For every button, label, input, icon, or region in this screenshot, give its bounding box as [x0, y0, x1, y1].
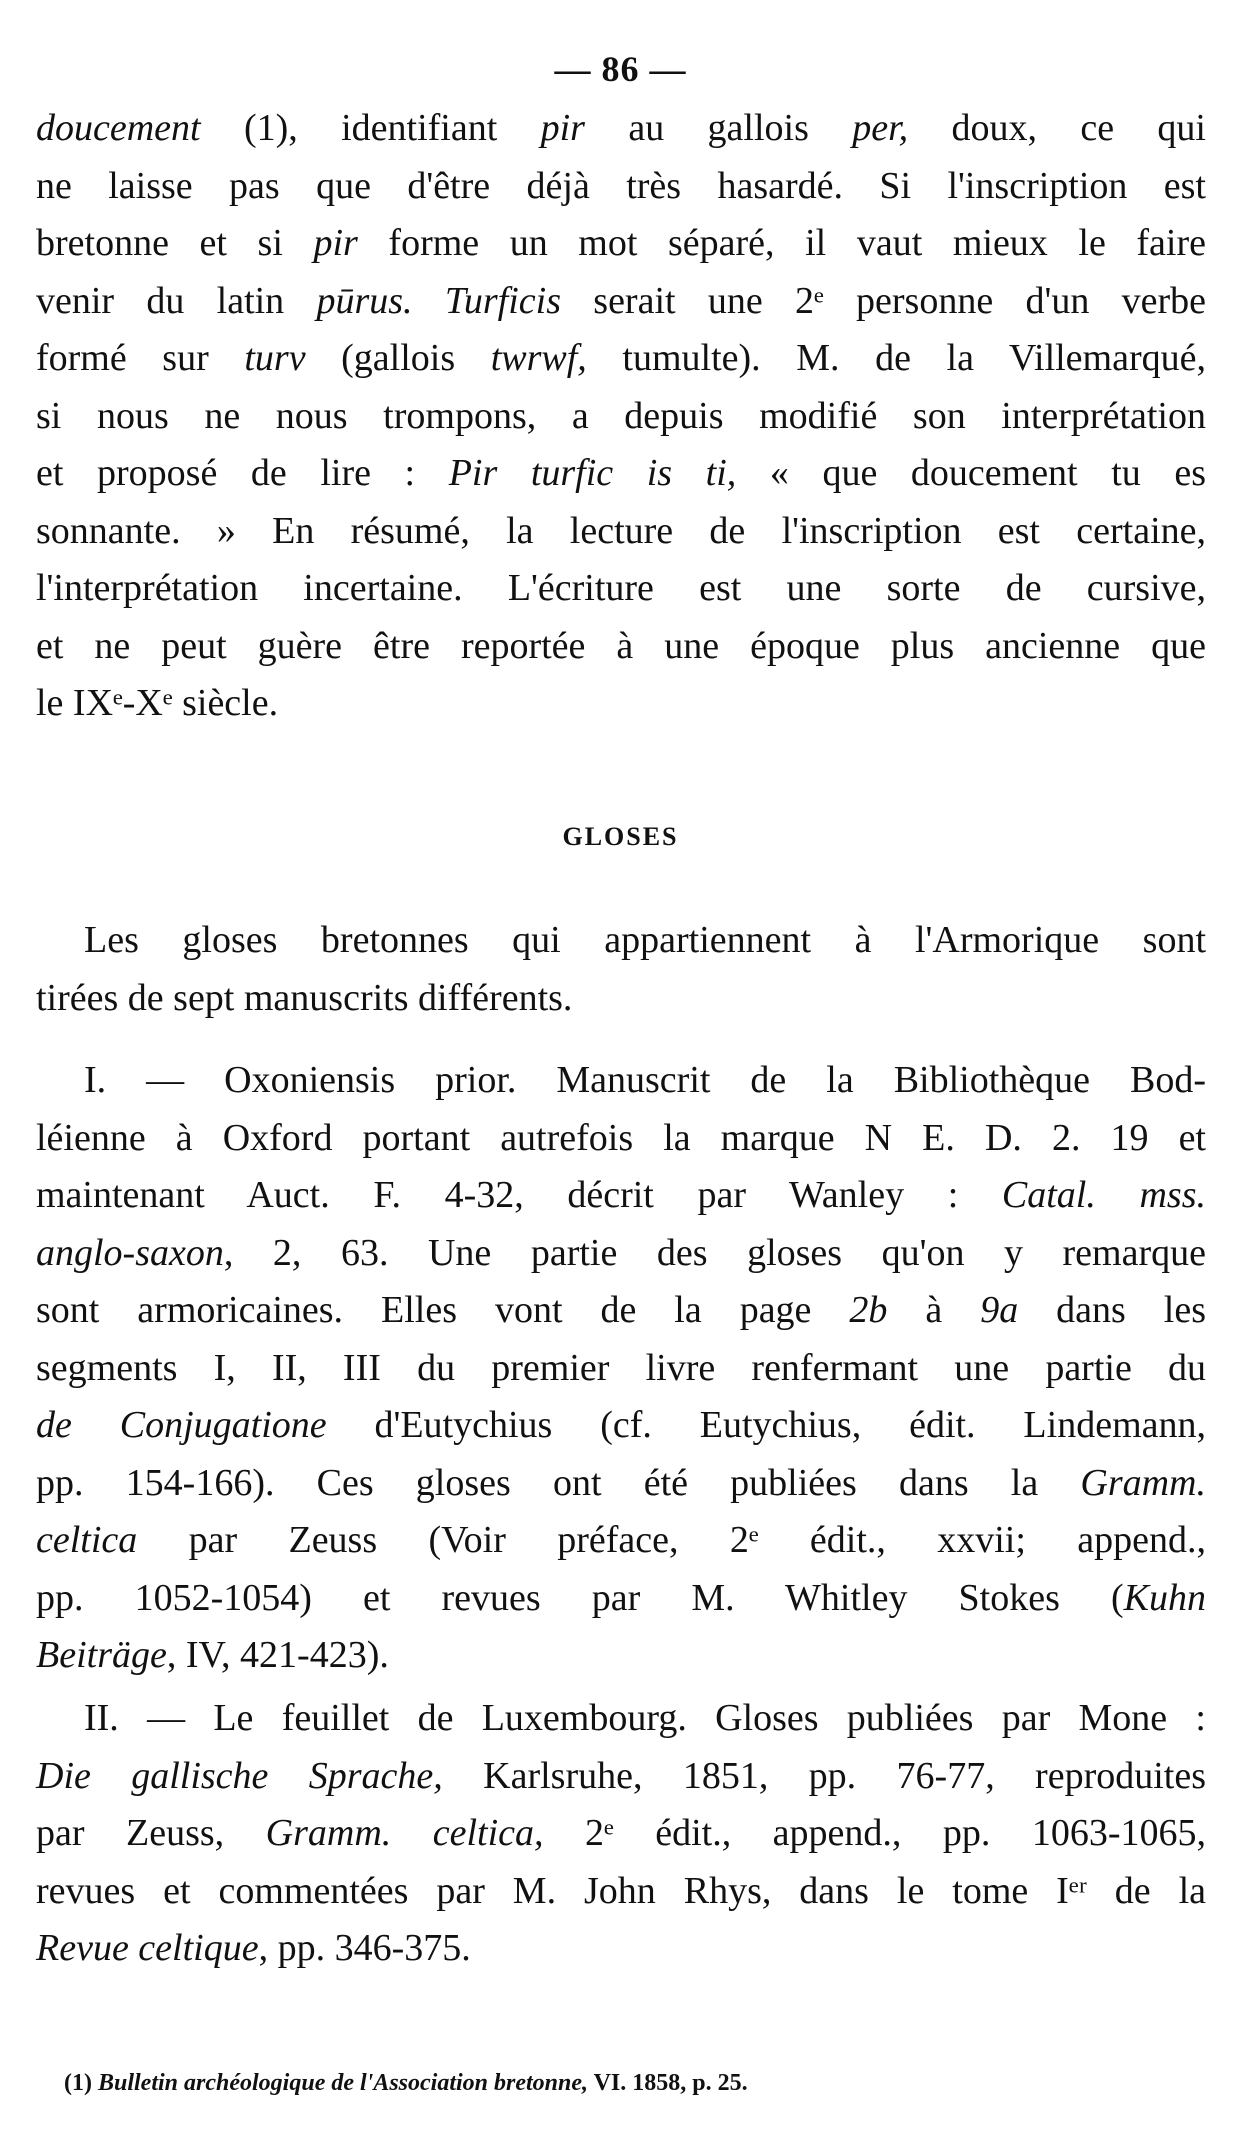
text-italic: Catal. mss.: [1001, 1174, 1206, 1216]
text-run: revues et commentées par M. John Rhys, dans le tome Iᵉʳ de la: [36, 1869, 1206, 1912]
text-line: [36, 1282, 1206, 1340]
text-run: au gallois: [584, 107, 853, 149]
text-run: II. — Le feuillet de Luxembourg. Gloses publiées par Mone :: [84, 1697, 1206, 1739]
text-run: par Zeuss,: [36, 1812, 266, 1854]
text-run: , pp. 346-375.: [258, 1927, 471, 1969]
text-run: venir du latin: [36, 279, 317, 322]
text-line: [36, 445, 1206, 503]
footnote-rest: VI. 1858, p. 25.: [588, 2070, 748, 2096]
text-run: à: [887, 1289, 981, 1331]
text-line: [36, 1690, 1206, 1748]
text-line: [36, 1225, 1206, 1283]
text-italic: Turficis: [444, 279, 561, 322]
text-run: tumulte). M. de la Villemarqué,: [586, 337, 1206, 379]
text-italic: Gramm. celtica,: [265, 1812, 544, 1854]
text-italic: per,: [852, 107, 909, 149]
footnote-title: Bulletin archéologique de l'Association bretonne,: [97, 2070, 589, 2096]
text-line: [36, 1052, 1206, 1110]
text-line: [36, 1748, 1206, 1806]
text-line: [36, 618, 1206, 676]
text-line: [36, 912, 1206, 970]
text-run: (gallois: [305, 337, 491, 379]
text-run: serait une 2ᵉ personne d'un verbe: [561, 279, 1207, 322]
item-2-paragraph: [36, 1690, 1206, 1978]
text-line: [36, 1570, 1206, 1628]
text-italic: 9a: [980, 1289, 1019, 1331]
text-run: formé sur: [36, 337, 245, 379]
text-line: [36, 1110, 1206, 1168]
text-italic: Revue celtique: [36, 1927, 259, 1969]
text-run: (1), identifiant: [200, 107, 541, 149]
intro-paragraph: [36, 100, 1206, 733]
text-run: [413, 280, 445, 322]
text-run: ne laisse pas que d'être déjà très hasardé. Si l'inscription est: [36, 164, 1206, 207]
text-italic: twrwf,: [490, 337, 587, 379]
text-line: [36, 1920, 1206, 1978]
text-italic: Beiträge: [36, 1634, 167, 1676]
text-run: pp. 1052-1054) et revues par M. Whitley Stokes (: [36, 1576, 1124, 1619]
text-run: « que doucement tu es: [736, 452, 1206, 494]
text-italic: Die gallische Sprache,: [36, 1754, 443, 1797]
text-italic: pir: [313, 222, 358, 264]
text-run: I. — Oxoniensis prior. Manuscrit de la Bibliothèque Bod-: [84, 1059, 1206, 1101]
text-italic: 2b: [849, 1289, 888, 1331]
text-line: [36, 388, 1206, 446]
text-line: [36, 1397, 1206, 1455]
footnote-marker: (1): [64, 2070, 98, 2096]
text-italic: anglo-saxon: [36, 1231, 224, 1274]
text-italic: Kuhn: [1123, 1576, 1206, 1619]
page-number: — 86 —: [554, 49, 687, 89]
text-run: , 2, 63. Une partie des gloses qu'on y remarque: [223, 1231, 1206, 1274]
text-italic: turv: [244, 337, 306, 379]
text-run: Karlsruhe, 1851, pp. 76-77, reproduites: [442, 1754, 1206, 1797]
section-heading: GLOSES: [562, 822, 679, 851]
text-italic: doucement: [36, 107, 201, 149]
text-run: d'Eutychius (cf. Eutychius, édit. Lindemann,: [326, 1404, 1206, 1446]
text-line: [36, 1805, 1206, 1863]
text-line: [36, 1340, 1206, 1398]
text-italic: Pir turfic is ti,: [448, 452, 737, 494]
text-run: doux, ce qui: [908, 107, 1206, 149]
text-run: l'interprétation incertaine. L'écriture est une sorte de cursive,: [36, 567, 1206, 609]
text-run: et ne peut guère être reportée à une époque plus ancienne que: [36, 624, 1206, 667]
text-line: [36, 675, 1206, 733]
text-run: sont armoricaines. Elles vont de la page: [36, 1289, 850, 1331]
text-line: [36, 1455, 1206, 1513]
text-run: maintenant Auct. F. 4-32, décrit par Wanley :: [36, 1174, 1002, 1216]
text-italic: pir: [540, 107, 585, 149]
text-run: Les gloses bretonnes qui appartiennent à l'Armorique sont: [84, 919, 1206, 961]
text-run: et proposé de lire :: [36, 452, 449, 494]
text-run: , IV, 421-423).: [166, 1634, 389, 1676]
text-line: [36, 1863, 1206, 1921]
text-run: si nous ne nous trompons, a depuis modifié son interprétation: [36, 394, 1206, 437]
text-line: [36, 970, 1206, 1028]
footnote: [64, 2070, 748, 2097]
text-line: [36, 215, 1206, 273]
text-run: tirées de sept manuscrits différents.: [36, 976, 573, 1019]
text-italic: Gramm.: [1080, 1461, 1206, 1504]
text-run: le IXᵉ-Xᵉ siècle.: [36, 682, 279, 724]
text-line: [36, 330, 1206, 388]
text-line: [36, 100, 1206, 158]
text-italic: de Conjugatione: [36, 1404, 327, 1446]
text-line: [36, 1167, 1206, 1225]
text-italic: pūrus.: [316, 279, 413, 322]
text-run: bretonne et si: [36, 222, 314, 264]
text-line: [36, 273, 1206, 331]
text-line: [36, 503, 1206, 561]
text-run: pp. 154-166). Ces gloses ont été publiées dans la: [36, 1461, 1081, 1504]
text-run: forme un mot séparé, il vaut mieux le faire: [357, 222, 1206, 264]
text-line: [36, 1512, 1206, 1570]
text-run: par Zeuss (Voir préface, 2ᵉ édit., xxvii; append.,: [137, 1519, 1206, 1561]
text-run: léienne à Oxford portant autrefois la marque N E. D. 2. 19 et: [36, 1116, 1206, 1159]
text-line: [36, 158, 1206, 216]
item-1-paragraph: [36, 1052, 1206, 1685]
text-run: segments I, II, III du premier livre renfermant une partie du: [36, 1346, 1206, 1389]
text-run: 2ᵉ édit., append., pp. 1063-1065,: [543, 1812, 1207, 1854]
text-line: [36, 1627, 1206, 1685]
text-line: [36, 560, 1206, 618]
text-run: sonnante. » En résumé, la lecture de l'inscription est certaine,: [36, 509, 1206, 552]
text-italic: celtica: [36, 1519, 138, 1561]
text-run: dans les: [1018, 1289, 1206, 1331]
gloses-intro-paragraph: [36, 912, 1206, 1027]
